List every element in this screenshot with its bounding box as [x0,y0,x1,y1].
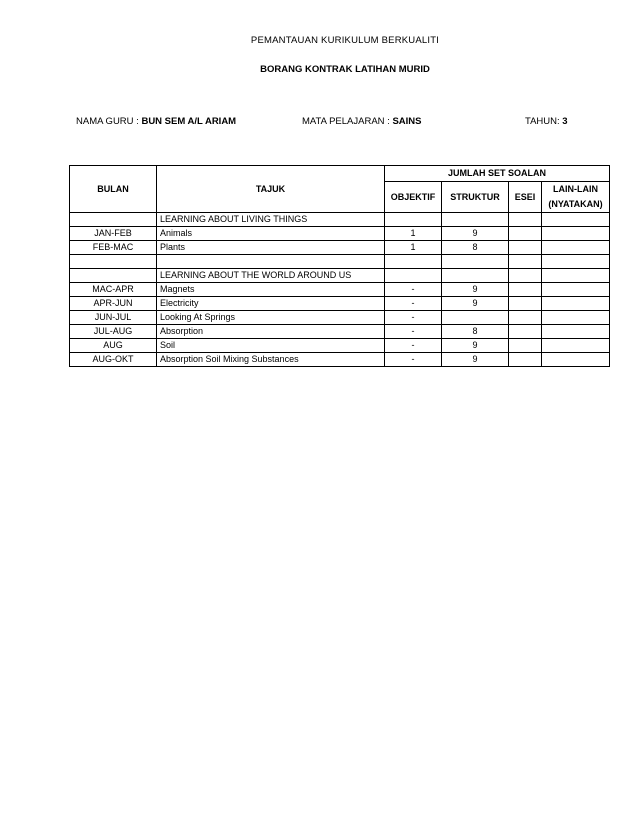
cell-tajuk: LEARNING ABOUT LIVING THINGS [157,213,385,227]
cell-objektif [385,213,442,227]
cell-bulan [70,213,157,227]
cell-struktur: 9 [442,353,509,367]
cell-objektif: - [385,311,442,325]
cell-struktur [442,213,509,227]
cell-esei [509,283,542,297]
teacher-name-label: NAMA GURU : [76,116,139,127]
cell-esei [509,269,542,283]
header-struktur: STRUKTUR [442,182,509,213]
cell-struktur: 9 [442,339,509,353]
cell-struktur [442,311,509,325]
cell-esei [509,353,542,367]
cell-bulan: MAC-APR [70,283,157,297]
cell-tajuk: Plants [157,241,385,255]
table-row [70,339,610,353]
cell-objektif: - [385,297,442,311]
cell-objektif: 1 [385,241,442,255]
subject-field [302,116,422,127]
cell-lain-lain [542,283,610,297]
header-bulan: BULAN [70,166,157,213]
table-row [70,311,610,325]
teacher-name-field [76,116,236,127]
header-objektif: OBJEKTIF [385,182,442,213]
cell-tajuk: Soil [157,339,385,353]
cell-struktur: 9 [442,283,509,297]
cell-bulan: AUG-OKT [70,353,157,367]
cell-lain-lain [542,297,610,311]
exercise-contract-table [69,165,610,367]
year-value: 3 [562,116,568,127]
cell-esei [509,297,542,311]
cell-esei [509,325,542,339]
cell-tajuk [157,255,385,269]
table-row [70,213,610,227]
cell-esei [509,241,542,255]
document-subtitle: BORANG KONTRAK LATIHAN MURID [260,64,430,75]
cell-bulan: JAN-FEB [70,227,157,241]
cell-bulan: FEB-MAC [70,241,157,255]
cell-struktur [442,269,509,283]
cell-tajuk: Looking At Springs [157,311,385,325]
cell-objektif [385,269,442,283]
header-jumlah-set-soalan: JUMLAH SET SOALAN [385,166,610,182]
cell-lain-lain [542,241,610,255]
table-row [70,227,610,241]
cell-objektif: - [385,325,442,339]
cell-tajuk: Animals [157,227,385,241]
cell-objektif: - [385,339,442,353]
cell-struktur [442,255,509,269]
teacher-name-value: BUN SEM A/L ARIAM [141,116,237,127]
table-row [70,283,610,297]
table-row [70,269,610,283]
table-row [70,353,610,367]
cell-struktur: 9 [442,227,509,241]
cell-lain-lain [542,311,610,325]
cell-bulan: APR-JUN [70,297,157,311]
cell-tajuk: Absorption [157,325,385,339]
cell-bulan [70,269,157,283]
cell-tajuk: LEARNING ABOUT THE WORLD AROUND US [157,269,385,283]
cell-esei [509,213,542,227]
cell-objektif: 1 [385,227,442,241]
subject-label: MATA PELAJARAN : [302,116,390,127]
cell-esei [509,255,542,269]
cell-esei [509,227,542,241]
cell-lain-lain [542,325,610,339]
table-row [70,241,610,255]
cell-lain-lain [542,339,610,353]
table-row [70,325,610,339]
cell-lain-lain [542,227,610,241]
cell-struktur: 9 [442,297,509,311]
year-label: TAHUN: [525,116,560,127]
subject-value: SAINS [392,116,422,127]
header-tajuk: TAJUK [157,166,385,213]
cell-tajuk: Magnets [157,283,385,297]
cell-objektif [385,255,442,269]
table-row [70,297,610,311]
cell-bulan: JUN-JUL [70,311,157,325]
cell-struktur: 8 [442,241,509,255]
cell-bulan: JUL-AUG [70,325,157,339]
header-esei: ESEI [509,182,542,213]
cell-esei [509,311,542,325]
cell-lain-lain [542,213,610,227]
cell-bulan: AUG [70,339,157,353]
cell-objektif: - [385,283,442,297]
cell-tajuk: Absorption Soil Mixing Substances [157,353,385,367]
cell-lain-lain [542,353,610,367]
year-field [525,116,568,127]
header-lain-lain: LAIN-LAIN (NYATAKAN) [542,182,610,213]
document-title: PEMANTAUAN KURIKULUM BERKUALITI [250,35,440,46]
cell-tajuk: Electricity [157,297,385,311]
cell-lain-lain [542,269,610,283]
cell-esei [509,339,542,353]
cell-objektif: - [385,353,442,367]
cell-struktur: 8 [442,325,509,339]
cell-lain-lain [542,255,610,269]
cell-bulan [70,255,157,269]
table-row [70,255,610,269]
